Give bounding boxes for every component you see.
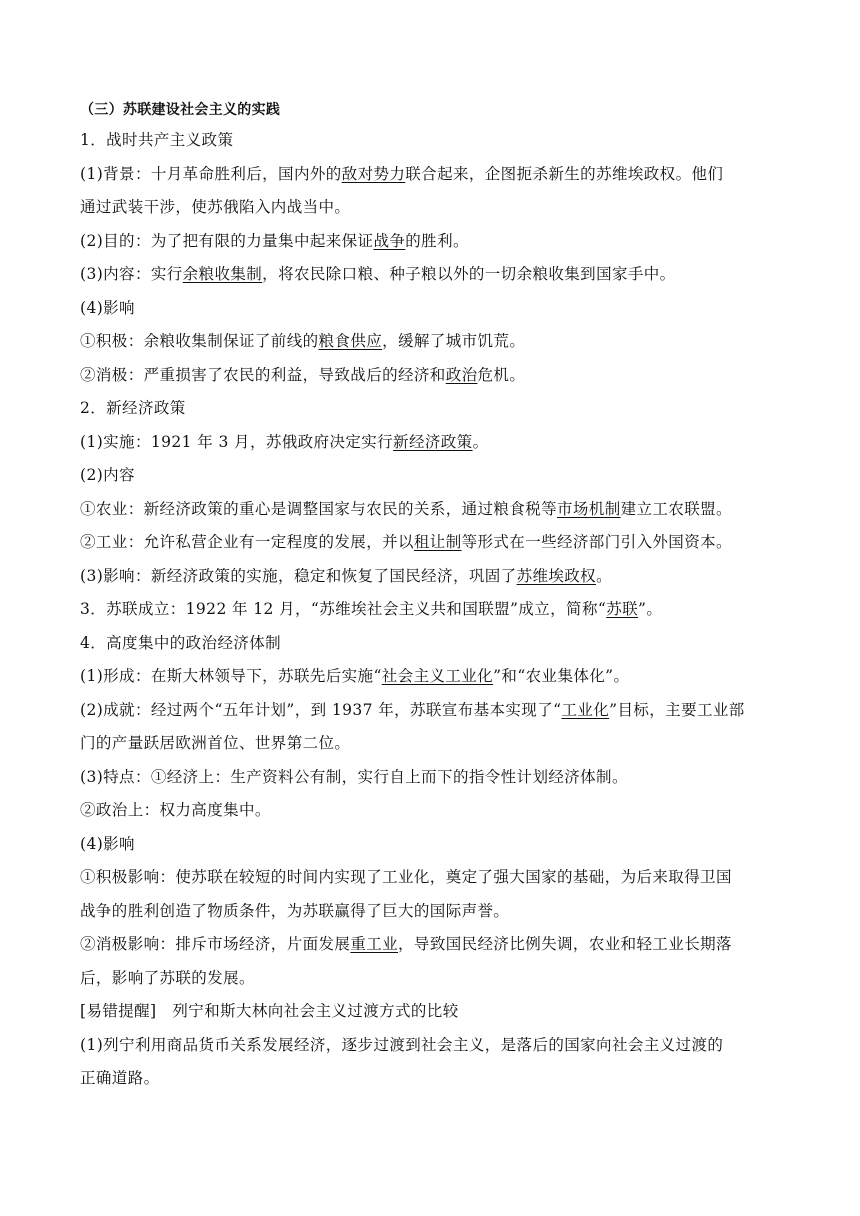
document-page <box>80 100 790 1101</box>
key-term: 工业化 <box>561 700 610 719</box>
text-run: 门的产量跃居欧洲首位、世界第二位。 <box>80 734 351 752</box>
text-run: (2)内容 <box>80 466 135 484</box>
text-line <box>80 866 790 888</box>
key-term: 市场机制 <box>557 499 621 518</box>
text-line <box>80 129 790 151</box>
text-run: 3．苏联成立：1922 年 12 月，“苏维埃社会主义共和国联盟”成立，简称“ <box>80 600 607 618</box>
text-run: ①农业：新经济政策的重心是调整国家与农民的关系，通过粮食税等 <box>80 499 558 518</box>
text-run: 等形式在一些经济部门引入外国资本。 <box>461 533 732 551</box>
key-term: 重工业 <box>350 935 399 953</box>
text-line <box>80 766 790 788</box>
key-term: 政治 <box>445 365 478 384</box>
text-line <box>80 732 790 754</box>
text-line <box>80 263 790 285</box>
text-run: (2)成就：经过两个“五年计划”，到 1937 年，苏联宣布基本实现了“ <box>80 700 562 719</box>
key-term: 苏联 <box>606 600 638 618</box>
text-run: ”和“农业集体化”。 <box>493 667 630 685</box>
text-run: (3)内容：实行 <box>80 265 183 283</box>
key-term: 战争 <box>373 231 406 250</box>
text-run: 2．新经济政策 <box>80 399 186 417</box>
text-line <box>80 933 790 955</box>
text-run: (3)特点：①经济上：生产资料公有制，实行自上而下的指令性计划经济体制。 <box>80 767 628 786</box>
text-line <box>80 665 790 687</box>
section-heading: （三）苏联建设社会主义的实践 <box>80 102 281 118</box>
text-line <box>80 498 790 520</box>
key-term: 粮食供应 <box>318 332 383 350</box>
text-run: ②工业：允许私营企业有一定程度的发展，并以 <box>80 533 414 551</box>
key-term: 租让制 <box>413 533 462 551</box>
text-run: ②政治上：权力高度集中。 <box>80 801 271 819</box>
text-run: (1)列宁利用商品货币关系发展经济，逐步过渡到社会主义，是落后的国家向社会主义过渡的 <box>80 1035 724 1054</box>
text-run: 联合起来，企图扼杀新生的苏维埃政权。他们 <box>405 164 724 183</box>
document-body <box>80 129 790 1089</box>
text-line <box>80 464 790 486</box>
text-run: 通过武装干涉，使苏俄陷入内战当中。 <box>80 198 351 216</box>
text-run: 正确道路。 <box>80 1069 160 1087</box>
text-line <box>80 330 790 352</box>
key-term: 新经济政策 <box>393 432 473 451</box>
text-run: ①积极：余粮收集制保证了前线的 <box>80 332 319 350</box>
text-line <box>80 1067 790 1089</box>
text-line <box>80 833 790 855</box>
text-run: ，将农民除口粮、种子粮以外的一切余粮收集到国家手中。 <box>262 265 676 283</box>
text-line <box>80 397 790 419</box>
text-run: 。 <box>596 566 612 585</box>
text-line <box>80 699 790 721</box>
text-run: ，导致国民经济比例失调，农业和轻工业长期落 <box>398 935 732 953</box>
text-run: 建立工农联盟。 <box>620 499 732 518</box>
text-line <box>80 431 790 453</box>
text-run: ①积极影响：使苏联在较短的时间内实现了工业化，奠定了强大国家的基础，为后来取得卫国 <box>80 868 732 886</box>
key-term: 敌对势力 <box>341 164 406 183</box>
key-term: 社会主义工业化 <box>381 667 494 685</box>
text-run: ，缓解了城市饥荒。 <box>382 332 526 350</box>
text-line <box>80 163 790 185</box>
text-line <box>80 799 790 821</box>
text-run: 4．高度集中的政治经济体制 <box>80 633 282 652</box>
text-line <box>80 230 790 252</box>
text-line <box>80 531 790 553</box>
text-line <box>80 900 790 922</box>
text-run: (4)影响 <box>80 834 135 853</box>
key-term: 余粮收集制 <box>182 265 263 283</box>
text-run: 。 <box>472 432 489 451</box>
text-run: ”。 <box>638 600 663 618</box>
text-run: (1)背景：十月革命胜利后，国内外的 <box>80 164 342 183</box>
text-run: 1．战时共产主义政策 <box>80 131 234 149</box>
text-run: (3)影响：新经济政策的实施，稳定和恢复了国民经济，巩固了 <box>80 566 517 585</box>
text-line <box>80 967 790 989</box>
text-run: 的胜利。 <box>405 231 469 250</box>
text-run: 后，影响了苏联的发展。 <box>80 968 255 987</box>
text-run: ②消极：严重损害了农民的利益，导致战后的经济和 <box>80 365 446 384</box>
text-run: (4)影响 <box>80 298 135 317</box>
text-line <box>80 196 790 218</box>
text-run: ”目标，主要工业部 <box>609 700 745 719</box>
text-run: (2)目的：为了把有限的力量集中起来保证 <box>80 231 374 250</box>
key-term: 苏维埃政权 <box>516 566 597 585</box>
text-line <box>80 632 790 654</box>
text-run: 危机。 <box>477 365 526 384</box>
text-run: (1)实施：1921 年 3 月，苏俄政府决定实行 <box>80 432 394 451</box>
text-line <box>80 565 790 587</box>
text-run: ②消极影响：排斥市场经济，片面发展 <box>80 935 351 953</box>
text-run: (1)形成：在斯大林领导下，苏联先后实施“ <box>80 667 382 685</box>
text-line <box>80 1034 790 1056</box>
text-line <box>80 364 790 386</box>
text-run: [易错提醒] 列宁和斯大林向社会主义过渡方式的比较 <box>80 1002 459 1020</box>
text-line <box>80 598 790 620</box>
text-line <box>80 297 790 319</box>
text-line <box>80 1000 790 1022</box>
text-run: 战争的胜利创造了物质条件，为苏联赢得了巨大的国际声誉。 <box>80 901 510 920</box>
